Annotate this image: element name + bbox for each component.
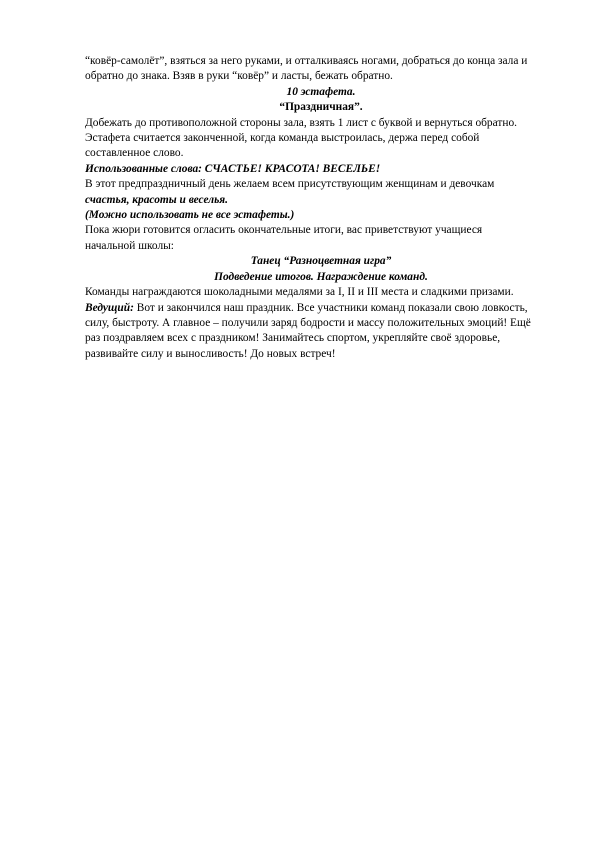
text-line: Добежать до противоположной стороны зала, взять 1 лист с буквой и вернуться обратно.: [85, 116, 518, 129]
relay-title: “Праздничная”.: [279, 101, 363, 114]
text-line: раз поздравляем всех с праздником! Занимайтесь спортом, укрепляйте своё здоровье,: [85, 332, 501, 345]
relay-number: 10 эстафета.: [286, 85, 356, 98]
text-line: Эстафета считается законченной, когда команда выстроилась, держа перед собой: [85, 132, 480, 145]
text-line: обратно до знака. Взяв в руки “ковёр” и ласты, бежать обратно.: [85, 70, 393, 83]
document-page: [85, 54, 557, 362]
used-words: Использованные слова: СЧАСТЬЕ! КРАСОТА! ВЕСЕЛЬЕ!: [85, 162, 381, 175]
host-speech-line: [85, 301, 557, 316]
text-line: Пока жюри готовится огласить окончательные итоги, вас приветствуют учащиеся: [85, 224, 483, 237]
text-line: начальной школы:: [85, 239, 174, 252]
text-line: составленное слово.: [85, 147, 184, 160]
text-line: Команды награждаются шоколадными медалями за I, II и III места и сладкими призами.: [85, 286, 514, 299]
wishes-words: счастья, красоты и веселья.: [85, 193, 228, 206]
dance-title: Танец “Разноцветная игра”: [250, 255, 392, 268]
text-line: развивайте силу и выносливость! До новых встреч!: [85, 347, 336, 360]
host-label: Ведущий:: [85, 301, 134, 314]
note: (Можно использовать не все эстафеты.): [85, 209, 295, 222]
results-title: Подведение итогов. Награждение команд.: [214, 270, 428, 283]
text-line: В этот предпраздничный день желаем всем присутствующим женщинам и девочкам: [85, 178, 495, 191]
host-text: Вот и закончился наш праздник. Все участники команд показали свою ловкость,: [133, 301, 528, 314]
text-line: силу, быстроту. А главное – получили заряд бодрости и массу положительных эмоций! Ещё: [85, 316, 531, 329]
text-line: “ковёр-самолёт”, взяться за него руками, и отталкиваясь ногами, добраться до конца зала и: [85, 55, 528, 67]
